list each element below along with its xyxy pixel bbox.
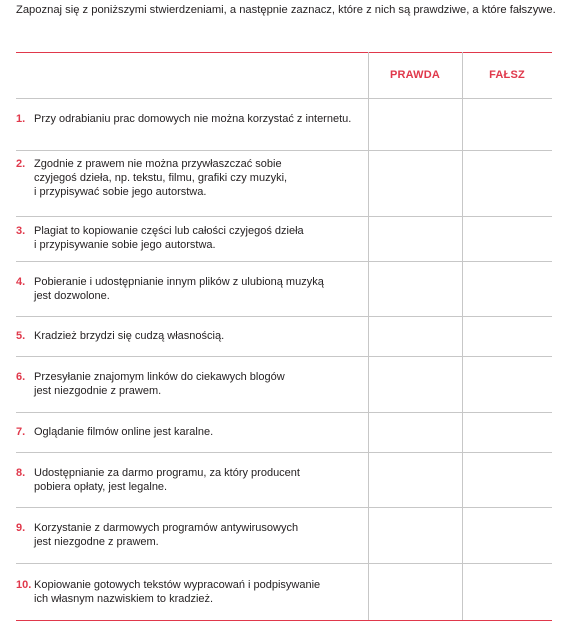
table-row [16, 425, 368, 439]
table-row [16, 157, 368, 199]
header-bottom-rule [16, 98, 552, 99]
table-row [16, 329, 368, 343]
statement-number: 8. [16, 467, 26, 479]
table-row [16, 521, 368, 549]
table-row [16, 466, 368, 494]
row-divider [16, 261, 552, 262]
statement-text: Przesyłanie znajomym linków do ciekawych blogów jest niezgodnie z prawem. [34, 371, 285, 397]
row-divider [16, 356, 552, 357]
row-divider [16, 216, 552, 217]
column-divider-2 [462, 52, 463, 620]
header-falsz: FAŁSZ [489, 69, 525, 81]
row-divider [16, 150, 552, 151]
statement-number: 4. [16, 276, 26, 288]
row-divider [16, 563, 552, 564]
statement-number: 5. [16, 330, 26, 342]
statement-text: Korzystanie z darmowych programów antywirusowych jest niezgodne z prawem. [34, 522, 299, 548]
column-divider-1 [368, 52, 369, 620]
statement-number: 6. [16, 371, 26, 383]
statement-text: Plagiat to kopiowanie części lub całości czyjegoś dzieła i przypisywanie sobie jego autorstwa. [34, 225, 304, 251]
row-divider [16, 316, 552, 317]
statement-number: 9. [16, 522, 26, 534]
table-row [16, 112, 368, 126]
statement-number: 10. [16, 579, 32, 591]
statement-text: Kopiowanie gotowych tekstów wypracowań i podpisywanie ich własnym nazwiskiem to kradzież. [34, 579, 321, 605]
statement-number: 7. [16, 426, 26, 438]
table-row [16, 275, 368, 303]
statement-text: Zgodnie z prawem nie można przywłaszczać sobie czyjegoś dzieła, np. tekstu, filmu, grafiki czy muzyki, i przypisywać sobie jego autorstwa. [34, 158, 288, 198]
table-row [16, 578, 368, 606]
table-row [16, 370, 368, 398]
table-top-rule [16, 52, 552, 53]
row-divider [16, 507, 552, 508]
statement-text: Oglądanie filmów online jest karalne. [34, 426, 214, 438]
statement-number: 1. [16, 113, 26, 125]
statement-text: Pobieranie i udostępnianie innym plików z ulubioną muzyką jest dozwolone. [34, 276, 324, 302]
table-row [16, 224, 368, 252]
statement-number: 3. [16, 225, 26, 237]
statement-number: 2. [16, 158, 26, 170]
statement-text: Kradzież brzydzi się cudzą własnością. [34, 330, 225, 342]
statement-text: Udostępnianie za darmo programu, za który producent pobiera opłaty, jest legalne. [34, 467, 300, 493]
header-prawda: PRAWDA [389, 69, 441, 81]
statement-text: Przy odrabianiu prac domowych nie można korzystać z internetu. [34, 113, 352, 125]
instruction-text: Zapoznaj się z poniższymi stwierdzeniami, a następnie zaznacz, które z nich są prawdziwe, a które fałszywe. [16, 4, 556, 16]
row-divider [16, 412, 552, 413]
row-divider [16, 452, 552, 453]
